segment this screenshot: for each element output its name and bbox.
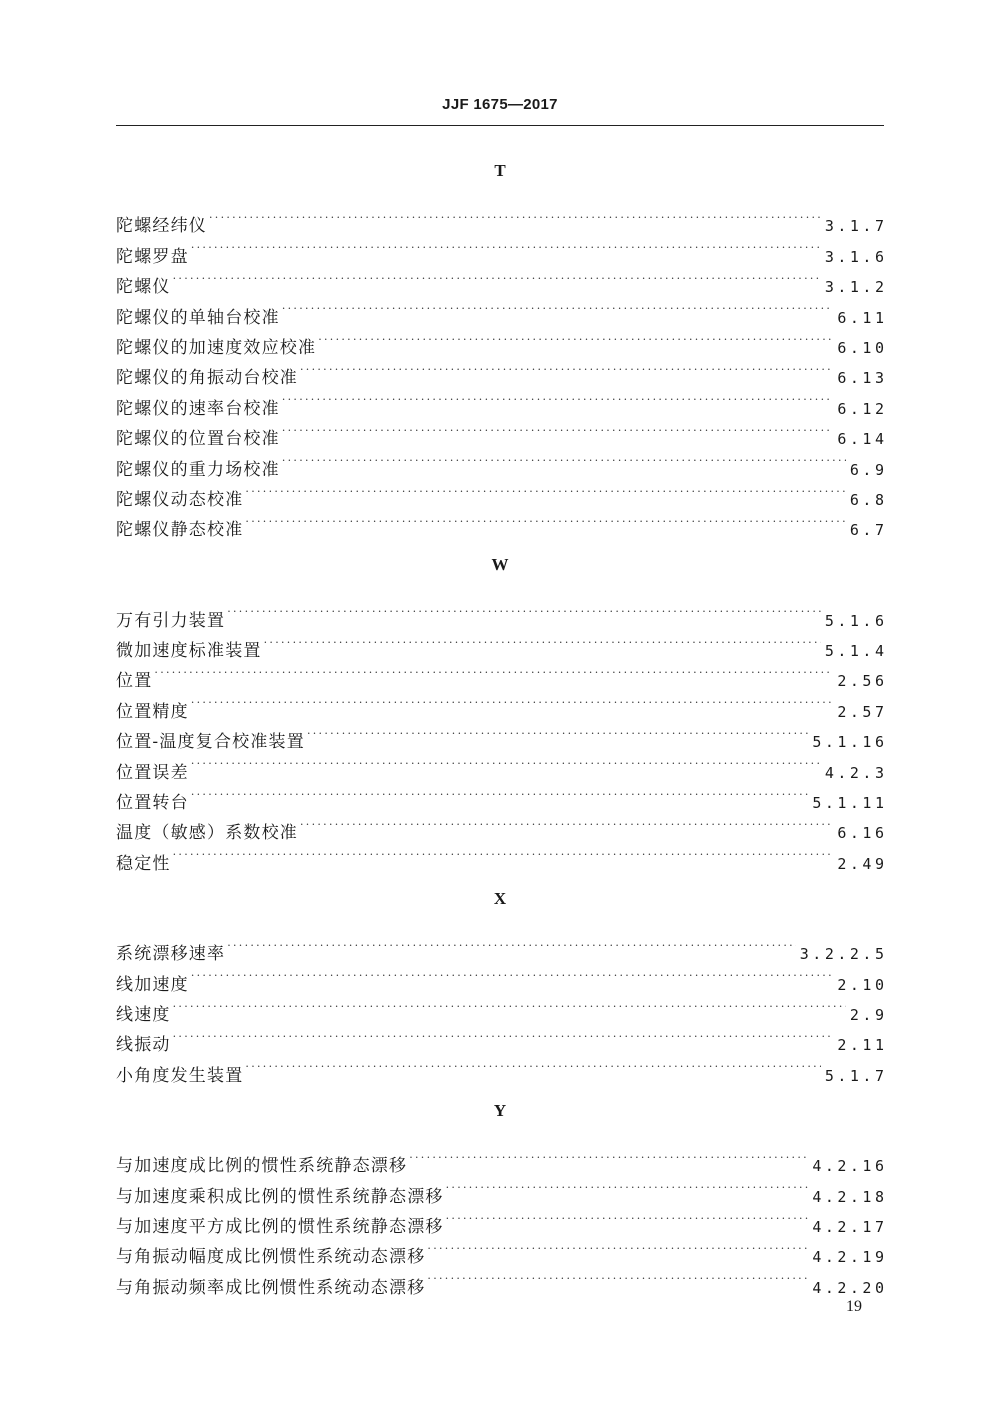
index-section-y (116, 1096, 888, 1298)
index-entry (116, 1050, 888, 1086)
entry-term: 线加速度 (116, 974, 189, 995)
entry-ref: 4.2.3 (824, 763, 888, 782)
entry-ref: 6.16 (837, 824, 888, 843)
entry-term: 系统漂移速率 (116, 944, 226, 965)
entry-ref: 5.1.6 (824, 611, 888, 630)
dot-leader (173, 838, 834, 868)
section-letter: T (494, 161, 506, 180)
entry-ref: 6.10 (837, 338, 888, 357)
index-section-w (116, 550, 888, 874)
dot-leader (446, 1202, 809, 1232)
dot-leader (191, 778, 809, 808)
index-entry (116, 747, 888, 783)
dot-leader (245, 505, 846, 535)
dot-leader (282, 292, 834, 322)
dot-leader (282, 414, 834, 444)
index-entry (116, 959, 888, 995)
header-rule (116, 125, 884, 126)
dot-leader (227, 929, 796, 959)
index-section-x (116, 884, 888, 1086)
entry-ref: 2.56 (837, 672, 888, 691)
entry-term: 与加速度成比例的惯性系统静态漂移 (116, 1156, 408, 1177)
dot-leader (245, 1050, 820, 1080)
entry-ref: 6.14 (837, 430, 888, 449)
entry-term: 陀螺仪的重力场校准 (116, 459, 280, 480)
dot-leader (191, 231, 821, 261)
entry-ref: 4.2.19 (812, 1248, 888, 1267)
section-letter: Y (493, 1100, 507, 1120)
entry-term: 位置误差 (116, 762, 189, 783)
entry-ref: 3.2.2.5 (799, 945, 888, 964)
entry-term: 陀螺仪的速率台校准 (116, 398, 280, 419)
entry-ref: 6.12 (837, 399, 888, 418)
index-entry (116, 656, 888, 692)
entry-term: 陀螺仪动态校准 (116, 489, 244, 510)
index-entry (116, 231, 888, 267)
entry-ref: 2.10 (837, 975, 888, 994)
index-entry (116, 626, 888, 662)
entry-term: 与角振动频率成比例惯性系统动态漂移 (116, 1277, 426, 1298)
page-number: 19 (846, 1298, 862, 1315)
entry-term: 与加速度平方成比例的惯性系统静态漂移 (116, 1216, 444, 1237)
index-entry (116, 778, 888, 814)
index-content (116, 156, 888, 1298)
index-entry (116, 292, 888, 328)
dot-leader (300, 808, 833, 838)
index-entry (116, 929, 888, 965)
index-entry (116, 838, 888, 874)
entry-term: 线速度 (116, 1004, 171, 1025)
dot-leader (227, 595, 821, 625)
entry-ref: 2.9 (849, 1005, 888, 1024)
entry-term: 陀螺仪的单轴台校准 (116, 307, 280, 328)
entry-term: 位置转台 (116, 793, 189, 814)
entry-ref: 5.1.11 (812, 794, 888, 813)
dot-leader (318, 323, 833, 353)
dot-leader (307, 717, 808, 747)
entry-ref: 2.11 (837, 1036, 888, 1055)
entry-term: 位置精度 (116, 701, 189, 722)
index-entry (116, 1020, 888, 1056)
index-entry (116, 686, 888, 722)
entry-ref: 3.1.2 (824, 278, 888, 297)
entry-term: 小角度发生装置 (116, 1065, 244, 1086)
index-entry (116, 1141, 888, 1177)
entry-term: 位置-温度复合校准装置 (116, 732, 305, 753)
entry-ref: 6.7 (849, 521, 888, 540)
dot-leader (191, 686, 834, 716)
index-section-t (116, 156, 888, 541)
entry-term: 陀螺仪的位置台校准 (116, 429, 280, 450)
index-entry (116, 990, 888, 1025)
entry-term: 陀螺经纬仪 (116, 216, 207, 237)
dot-leader (264, 626, 821, 656)
dot-leader (282, 444, 846, 474)
index-entry (116, 808, 888, 844)
entry-ref: 6.13 (837, 369, 888, 388)
index-entry (116, 595, 888, 631)
dot-leader (300, 353, 833, 383)
entry-term: 陀螺仪的角振动台校准 (116, 368, 298, 389)
entry-ref: 6.9 (849, 460, 888, 479)
entry-term: 稳定性 (116, 853, 171, 874)
entry-term: 线振动 (116, 1035, 171, 1056)
entry-term: 陀螺仪 (116, 277, 171, 298)
entry-term: 与角振动幅度成比例惯性系统动态漂移 (116, 1247, 426, 1268)
dot-leader (282, 383, 834, 413)
entry-term: 陀螺罗盘 (116, 246, 189, 267)
dot-leader (446, 1171, 809, 1201)
entry-ref: 5.1.16 (812, 733, 888, 752)
entry-term: 微加速度标准装置 (116, 641, 262, 662)
entry-term: 位置 (116, 671, 153, 692)
dot-leader (173, 990, 846, 1020)
section-letter: W (491, 555, 509, 575)
entry-ref: 3.1.6 (824, 247, 888, 266)
dot-leader (191, 747, 821, 777)
dot-leader (154, 656, 833, 686)
entry-term: 陀螺仪的加速度效应校准 (116, 337, 317, 358)
index-entry (116, 201, 888, 237)
section-letter: X (493, 888, 507, 908)
entry-term: 温度（敏感）系数校准 (116, 823, 298, 844)
document-header: JJF 1675—2017 (442, 96, 558, 113)
entry-ref: 5.1.4 (824, 642, 888, 661)
dot-leader (427, 1262, 808, 1292)
dot-leader (427, 1232, 808, 1262)
index-entry (116, 262, 888, 298)
dot-leader (245, 475, 846, 505)
entry-ref: 5.1.7 (824, 1066, 888, 1085)
entry-ref: 3.1.7 (824, 217, 888, 236)
entry-term: 陀螺仪静态校准 (116, 520, 244, 541)
entry-ref: 4.2.20 (812, 1278, 888, 1297)
dot-leader (209, 201, 821, 231)
entry-term: 万有引力装置 (116, 610, 226, 631)
entry-ref: 4.2.16 (812, 1157, 888, 1176)
dot-leader (173, 1020, 834, 1050)
entry-term: 与加速度乘积成比例的惯性系统静态漂移 (116, 1186, 444, 1207)
entry-ref: 2.49 (837, 854, 888, 873)
entry-ref: 4.2.17 (812, 1217, 888, 1236)
entry-ref: 2.57 (837, 702, 888, 721)
index-entry (116, 717, 888, 753)
entry-ref: 6.8 (849, 490, 888, 509)
dot-leader (409, 1141, 808, 1171)
entry-ref: 6.11 (837, 308, 888, 327)
entry-ref: 4.2.18 (812, 1187, 888, 1206)
dot-leader (173, 262, 821, 292)
dot-leader (191, 959, 834, 989)
